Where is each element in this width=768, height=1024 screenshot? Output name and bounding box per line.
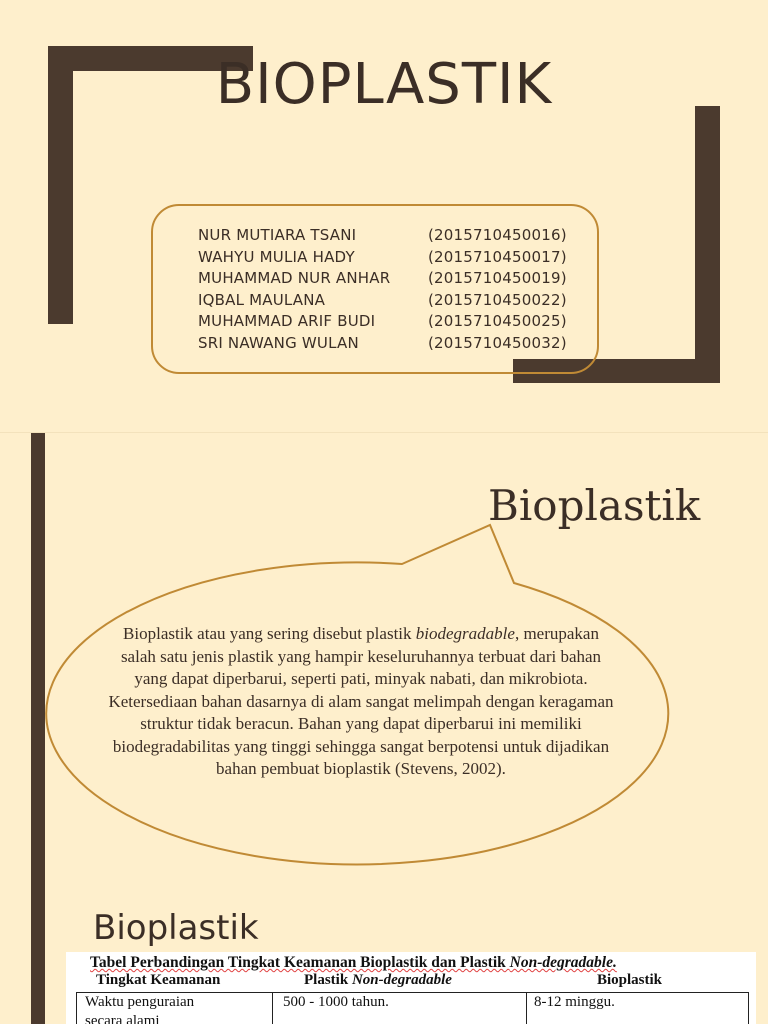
comparison-table [66,952,756,1024]
member-name: NUR MUTIARA TSANI [198,226,357,244]
table-cell: Waktu penguraian [85,994,195,1010]
member-id: (2015710450019) [428,269,567,287]
member-name: MUHAMMAD NUR ANHAR [198,269,391,287]
member-id: (2015710450032) [428,334,567,352]
slide-title: Bioplastik [93,908,259,948]
member-id: (2015710450025) [428,312,567,330]
slide-title: Bioplastik [488,481,701,530]
left-accent-bar [31,866,45,1024]
member-id: (2015710450017) [428,248,567,266]
table-cell: 8-12 minggu. [534,994,615,1010]
table-header-plastik: Plastik Non-degradable [304,972,452,988]
member-id: (2015710450016) [428,226,567,244]
member-id: (2015710450022) [428,291,567,309]
slide-title [0,0,768,432]
table-divider [526,993,527,1024]
table-grid [76,992,749,1024]
table-header-bioplastik: Bioplastik [597,972,663,988]
member-name: MUHAMMAD ARIF BUDI [198,312,376,330]
frame-bar-bottom-right-vertical [695,106,720,383]
table-caption: Tabel Perbandingan Tingkat Keamanan Bioplastik dan Plastik Non-degradable. [90,954,617,971]
definition-paragraph [108,623,614,781]
paragraph-italic-term: biodegradable [415,624,515,643]
paragraph-text: , merupakan salah satu jenis plastik yang hampir keseluruhannya terbuat dari bahan yang dapat diperbarui, seperti pati, minyak nabati, dan mikrobiota. Ketersediaan bahan dasarnya di alam sangat melimpah dengan keragaman struktur tidak beracun. Bahan yang dapat diperbarui ini memiliki biodegradabilitas yang tinggi sehingga sangat berpotensi untuk dijadikan bahan pembuat bioplastik (Stevens, 2002). [108,624,614,778]
member-name: SRI NAWANG WULAN [198,334,359,352]
member-name: WAHYU MULIA HADY [198,248,355,266]
table-divider [272,993,273,1024]
slide-definition [0,432,768,866]
paragraph-text: Bioplastik atau yang sering disebut plastik [123,624,416,643]
table-cell: 500 - 1000 tahun. [283,994,389,1010]
member-list-box [151,204,599,374]
table-header-tingkat: Tingkat Keamanan [96,972,221,988]
slide-comparison [0,866,768,1024]
table-cell: secara alami [85,1013,160,1024]
presentation-title: BIOPLASTIK [215,52,553,117]
member-name: IQBAL MAULANA [198,291,326,309]
